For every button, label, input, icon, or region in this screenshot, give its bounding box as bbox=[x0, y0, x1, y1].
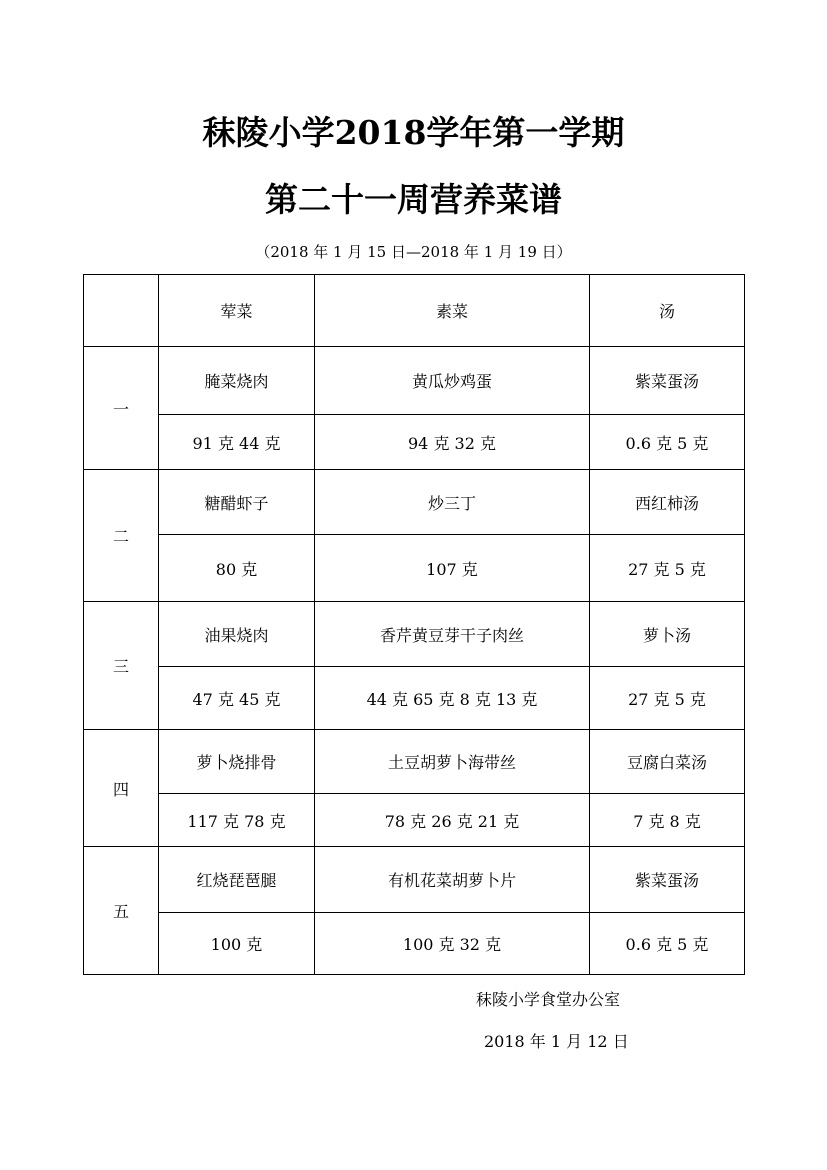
table-row bbox=[84, 415, 745, 470]
meat-dish: 腌菜烧肉 bbox=[159, 347, 315, 415]
date-range: （2018 年 1 月 15 日—2018 年 1 月 19 日） bbox=[255, 243, 572, 261]
veg-dish: 有机花菜胡萝卜片 bbox=[315, 847, 590, 913]
meat-amount: 117 克 78 克 bbox=[159, 794, 315, 847]
veg-dish: 黄瓜炒鸡蛋 bbox=[315, 347, 590, 415]
table-row bbox=[84, 470, 745, 535]
title-line-2: 第二十一周营养菜谱 bbox=[265, 180, 562, 219]
day-label: 五 bbox=[84, 847, 159, 975]
table-row bbox=[84, 347, 745, 415]
table-header-row bbox=[84, 275, 745, 347]
table-row bbox=[84, 730, 745, 794]
meat-dish: 糖醋虾子 bbox=[159, 470, 315, 535]
meat-amount: 91 克 44 克 bbox=[159, 415, 315, 470]
meat-dish: 油果烧肉 bbox=[159, 602, 315, 667]
header-empty-cell bbox=[84, 275, 159, 347]
footer-date: 2018 年 1 月 12 日 bbox=[484, 1032, 629, 1051]
menu-table bbox=[83, 274, 745, 975]
veg-amount: 107 克 bbox=[315, 535, 590, 602]
table-row bbox=[84, 535, 745, 602]
header-soup: 汤 bbox=[590, 275, 745, 347]
day-label: 二 bbox=[84, 470, 159, 602]
day-label: 一 bbox=[84, 347, 159, 470]
meat-amount: 80 克 bbox=[159, 535, 315, 602]
veg-amount: 78 克 26 克 21 克 bbox=[315, 794, 590, 847]
soup-dish: 西红柿汤 bbox=[590, 470, 745, 535]
header-meat: 荤菜 bbox=[159, 275, 315, 347]
soup-amount: 0.6 克 5 克 bbox=[590, 415, 745, 470]
soup-dish: 萝卜汤 bbox=[590, 602, 745, 667]
veg-dish: 土豆胡萝卜海带丝 bbox=[315, 730, 590, 794]
veg-dish: 炒三丁 bbox=[315, 470, 590, 535]
meat-amount: 47 克 45 克 bbox=[159, 667, 315, 730]
veg-dish: 香芹黄豆芽干子肉丝 bbox=[315, 602, 590, 667]
soup-dish: 紫菜蛋汤 bbox=[590, 847, 745, 913]
header-vegetable: 素菜 bbox=[315, 275, 590, 347]
table-row bbox=[84, 847, 745, 913]
veg-amount: 94 克 32 克 bbox=[315, 415, 590, 470]
day-label: 三 bbox=[84, 602, 159, 730]
soup-dish: 豆腐白菜汤 bbox=[590, 730, 745, 794]
soup-amount: 27 克 5 克 bbox=[590, 535, 745, 602]
soup-amount: 0.6 克 5 克 bbox=[590, 913, 745, 975]
soup-dish: 紫菜蛋汤 bbox=[590, 347, 745, 415]
veg-amount: 100 克 32 克 bbox=[315, 913, 590, 975]
table-row bbox=[84, 794, 745, 847]
table-row bbox=[84, 913, 745, 975]
table-row bbox=[84, 602, 745, 667]
meat-amount: 100 克 bbox=[159, 913, 315, 975]
day-label: 四 bbox=[84, 730, 159, 847]
meat-dish: 萝卜烧排骨 bbox=[159, 730, 315, 794]
footer-office: 秣陵小学食堂办公室 bbox=[476, 990, 621, 1009]
veg-amount: 44 克 65 克 8 克 13 克 bbox=[315, 667, 590, 730]
meat-dish: 红烧琵琶腿 bbox=[159, 847, 315, 913]
table-row bbox=[84, 667, 745, 730]
title-line-1: 秣陵小学2018学年第一学期 bbox=[202, 113, 625, 152]
soup-amount: 7 克 8 克 bbox=[590, 794, 745, 847]
soup-amount: 27 克 5 克 bbox=[590, 667, 745, 730]
